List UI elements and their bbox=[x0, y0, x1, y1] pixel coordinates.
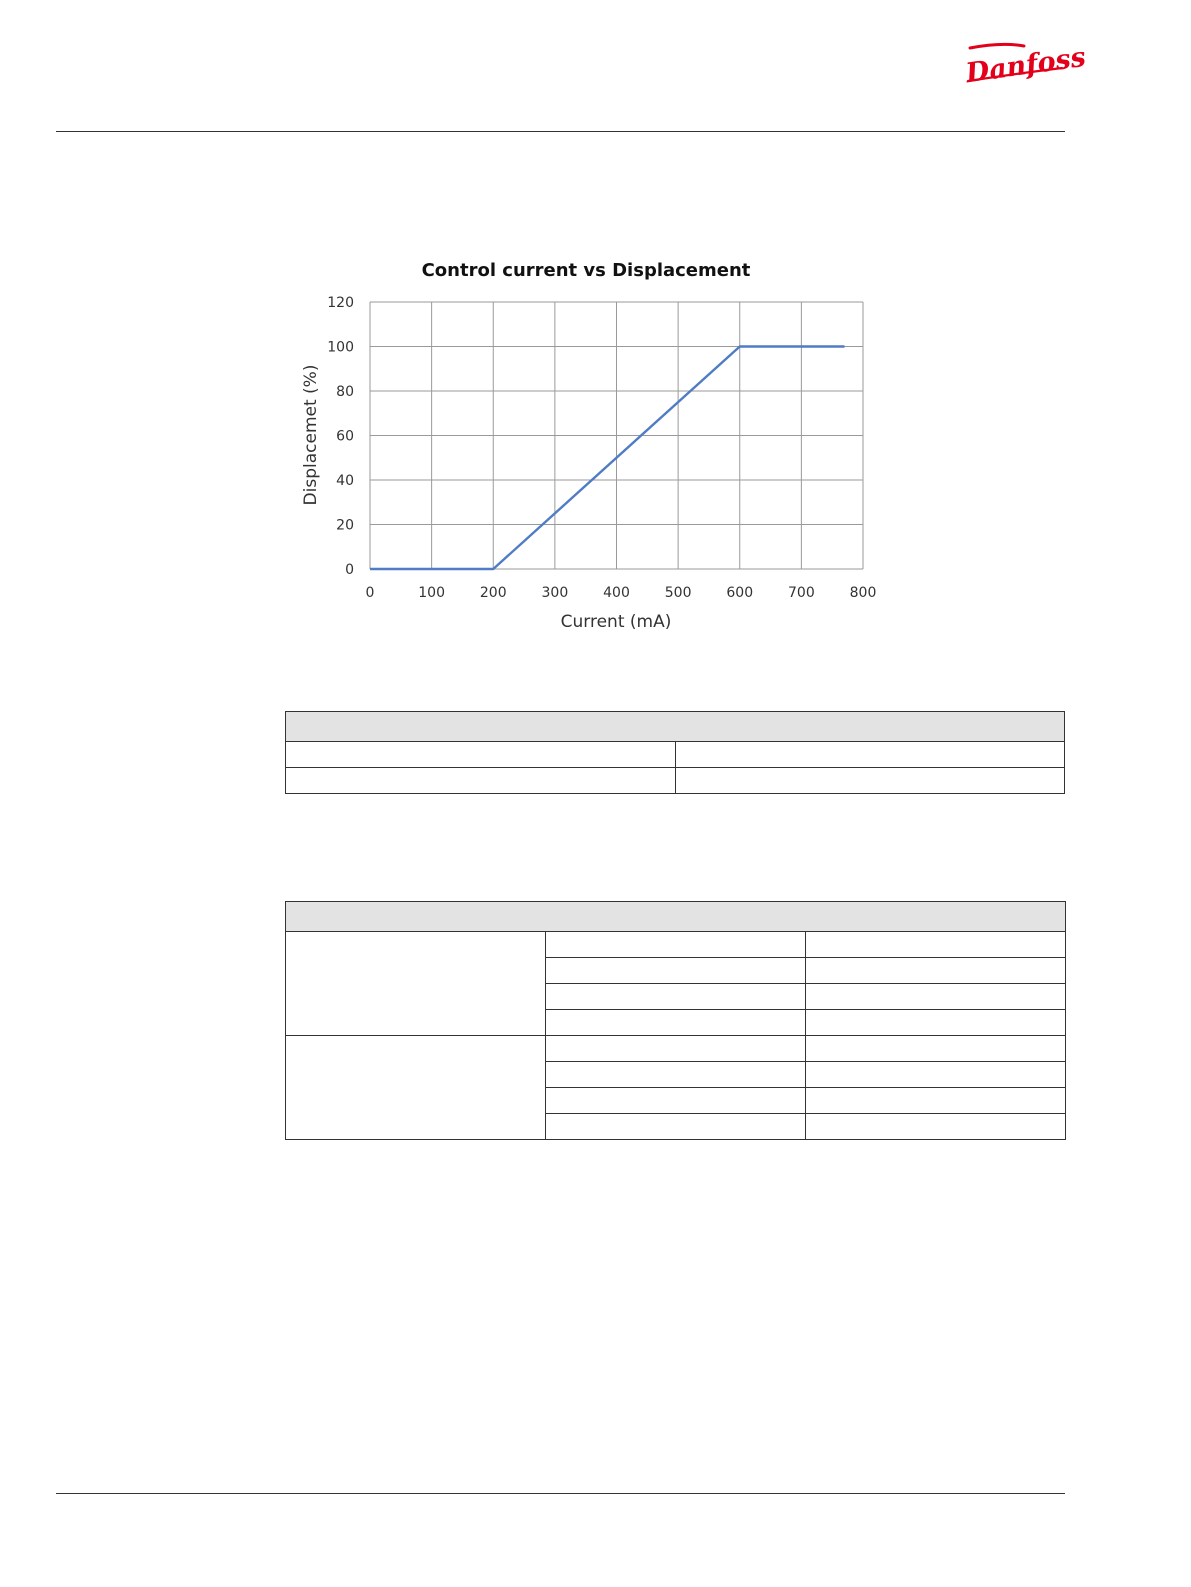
footer-rule bbox=[56, 1493, 1065, 1494]
table-cell bbox=[675, 768, 1065, 794]
y-tick-label: 100 bbox=[327, 339, 354, 356]
group-label bbox=[286, 932, 546, 1036]
table-cell bbox=[546, 958, 806, 984]
y-tick-label: 0 bbox=[345, 562, 354, 578]
x-tick-label: 400 bbox=[603, 585, 630, 601]
table-header bbox=[286, 712, 1065, 742]
svg-text:Danfoss: Danfoss bbox=[963, 41, 1088, 90]
table-row bbox=[286, 742, 1065, 768]
header-rule bbox=[56, 131, 1065, 132]
table-cell bbox=[806, 1036, 1066, 1062]
x-tick-label: 100 bbox=[418, 585, 445, 601]
table-cell bbox=[546, 1088, 806, 1114]
table-header bbox=[286, 902, 1066, 932]
group-label bbox=[286, 1036, 546, 1140]
table-cell bbox=[806, 984, 1066, 1010]
table-cell bbox=[806, 932, 1066, 958]
chart-tick-labels bbox=[327, 295, 876, 601]
danfoss-logo-icon bbox=[962, 40, 1088, 90]
y-tick-label: 80 bbox=[336, 384, 354, 400]
x-tick-label: 200 bbox=[479, 585, 507, 601]
table-cell bbox=[806, 1114, 1066, 1140]
table-cell bbox=[806, 1062, 1066, 1088]
table-cell bbox=[546, 932, 806, 958]
displacement-chart bbox=[290, 250, 890, 645]
x-tick-label: 800 bbox=[849, 585, 877, 601]
table-cell bbox=[286, 768, 676, 794]
table-row bbox=[286, 768, 1065, 794]
table-cell bbox=[806, 1088, 1066, 1114]
chart-series bbox=[370, 347, 845, 570]
y-tick-label: 60 bbox=[336, 428, 354, 445]
table-cell bbox=[546, 1010, 806, 1036]
y-axis-label: Displacemet (%) bbox=[301, 364, 321, 506]
series-line bbox=[370, 347, 845, 570]
y-tick-label: 120 bbox=[327, 295, 354, 311]
x-tick-label: 0 bbox=[365, 585, 375, 601]
x-tick-label: 700 bbox=[788, 585, 815, 601]
table-row bbox=[286, 1036, 1066, 1062]
table-cell bbox=[806, 1010, 1066, 1036]
table-cell bbox=[286, 742, 676, 768]
y-tick-label: 40 bbox=[336, 473, 354, 489]
table-cell bbox=[546, 1062, 806, 1088]
table-cell bbox=[675, 742, 1065, 768]
spec-table-2 bbox=[285, 901, 1066, 1140]
x-tick-label: 300 bbox=[541, 585, 569, 601]
table-cell bbox=[806, 958, 1066, 984]
chart-title: Control current vs Displacement bbox=[421, 260, 751, 281]
table-cell bbox=[546, 1114, 806, 1140]
spec-table-1 bbox=[285, 711, 1065, 794]
y-tick-label: 20 bbox=[336, 517, 354, 534]
table-cell bbox=[546, 984, 806, 1010]
table-row bbox=[286, 932, 1066, 958]
table-cell bbox=[546, 1036, 806, 1062]
x-tick-label: 600 bbox=[726, 585, 754, 601]
x-axis-label: Current (mA) bbox=[560, 612, 672, 632]
x-tick-label: 500 bbox=[664, 585, 692, 601]
chart-grid bbox=[370, 302, 863, 569]
